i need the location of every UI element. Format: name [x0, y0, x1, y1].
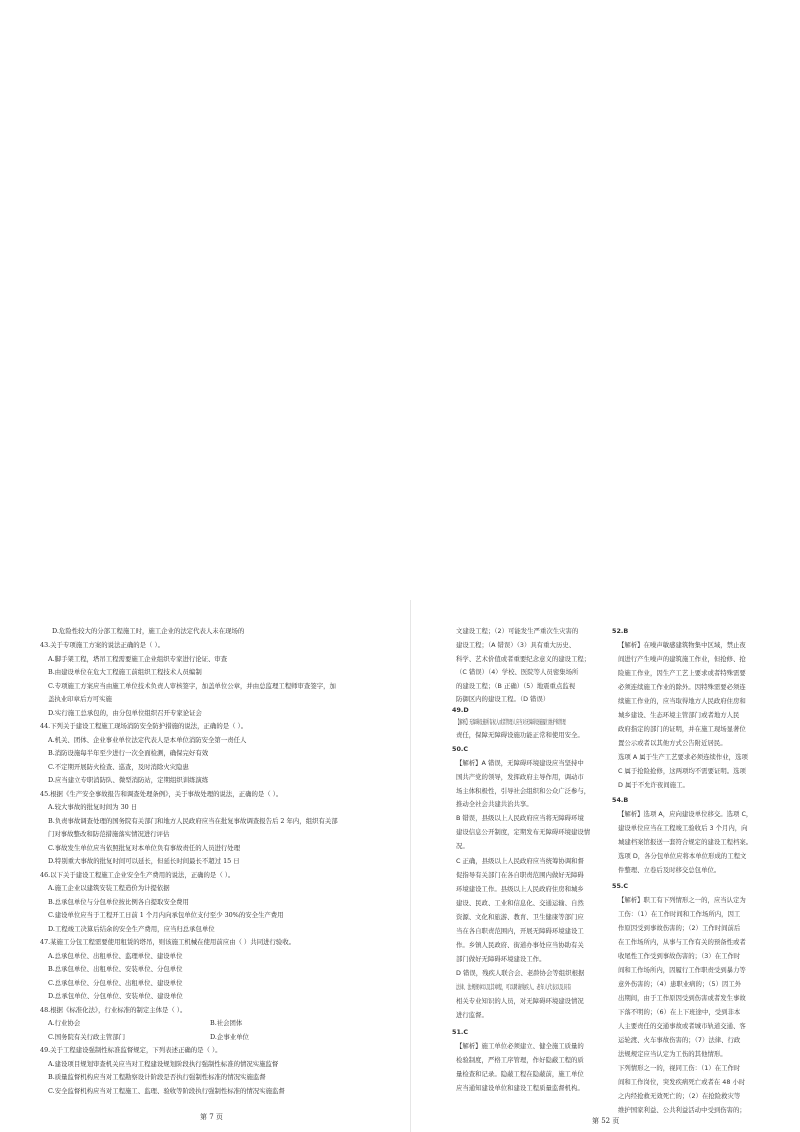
option: B.由建设单位在危大工程施工前组织工程技术人员编制	[48, 668, 202, 676]
answer-line: 建设工程；（A 错误）（3）具有重大历史、	[456, 641, 576, 649]
option: C.建设单位应当于工程开工日前 1 个月内向承包单位支付至少 30%的安全生产费用	[48, 911, 284, 919]
answer-number: 51.C	[452, 1028, 469, 1036]
answer-line: 间和工作岗位，突发疾病死亡或者在 48 小时	[618, 1078, 746, 1086]
answer-line: 相关专业知识的人员，对无障碍环境建设情况	[456, 997, 584, 1005]
question-stem: 44.下列关于建设工程施工现场消防安全防护措施的说法，正确的是（ ）。	[40, 722, 248, 730]
option: C.不定期开展防火检查、巡查，及时消除火灾隐患	[48, 763, 189, 771]
answer-line: （C 错误）（4）学校、医院等人员密集场所	[456, 668, 579, 676]
answer-line: 选项 D，各分包单位应将本单位形成的工程文	[618, 852, 747, 860]
answer-line: 人主要责任的交通事故或者城市轨道交通、客	[618, 1022, 746, 1030]
answer-line: 部门做好无障碍环境建设工作。	[456, 955, 546, 963]
answer-line: 资源、文化和旅游、教育、卫生健康等部门应	[456, 913, 584, 921]
option: D.企事业单位	[210, 1033, 249, 1041]
answer-number: 54.B	[612, 796, 629, 804]
answer-line: 选项 A 属于生产工艺要求必须连续作业，选项	[618, 753, 748, 761]
answer-line: 【解析】选项 A，应向建设单位移交。选项 C，	[618, 810, 753, 818]
answer-line: 责任，保障无障碍设施功能正常和使用安全。	[456, 731, 584, 739]
option: A.较大事故的批复时间为 30 日	[48, 803, 138, 811]
answer-line: 【解析】无障碍设施所有权人或者管理人应当对无障碍设施履行维护和管理	[456, 718, 566, 726]
option: B.总承包单位与分包单位按比例各自提取安全费用	[48, 898, 189, 906]
answer-line: 在工作场所内，从事与工作有关的预备性或者	[618, 938, 746, 946]
answer-line: 【解析】施工单位必须建立、健全施工质量的	[456, 1042, 584, 1050]
answer-line: 城乡建设、生态环境主管部门或者地方人民	[618, 711, 740, 719]
option: B.负责事故调查处理的国务院有关部门和地方人民政府应当在批复事故调查报告后 2 年内，组织有关部	[48, 817, 338, 825]
answer-number: 52.B	[612, 627, 629, 635]
option: C.总承包单位、分包单位、出租单位、建设单位	[48, 979, 183, 987]
answer-line: 促指导有关部门在各自职责范围内做好无障碍	[456, 871, 584, 879]
answer-line: 【解析】职工有下列情形之一的，应当认定为	[618, 896, 746, 904]
answer-line: 意外伤害的；（4）患职业病的；（5）因工外	[618, 980, 742, 988]
option: A.建设项目规划审查机关应当对工程建设规划阶段执行强制性标准的情况实施监督	[48, 1060, 279, 1068]
answer-line: 维护国家利益、公共利益活动中受到伤害的；	[618, 1106, 746, 1114]
answer-line: C 属于抢险抢修，这两项均不需要证明。选项	[618, 767, 746, 775]
right-page	[412, 0, 800, 1132]
answer-line: 【解析】A 错误，无障碍环境建设应当坚持中	[456, 759, 584, 767]
option: A.机关、团体、企业事业单位法定代表人是本单位消防安全第一责任人	[48, 736, 247, 744]
answer-line: D 属于不允许夜间施工。	[618, 781, 689, 789]
answer-line: 国共产党的领导，发挥政府主导作用，调动市	[456, 773, 584, 781]
option: B.社会团体	[210, 1019, 243, 1027]
question-stem: 45.根据《生产安全事故报告和调查处理条例》，关于事故处理的说法，正确的是（ ）。	[40, 790, 283, 798]
answer-line: 续施工作业的，应当取得地方人民政府住房和	[618, 697, 746, 705]
question-stem: 43.关于专项施工方案的说法正确的是（ ）。	[40, 641, 165, 649]
question-stem: 49.关于工程建设强制性标准监督规定，下列表述正确的是（ ）。	[40, 1046, 222, 1054]
answer-line: 当在各自职责范围内，开展无障碍环境建设工	[456, 927, 584, 935]
question-stem: 47.某施工分包工程需要使用租赁的塔吊，则该施工机械在使用前应由（ ）共同进行验收。	[40, 938, 296, 946]
answer-line: 作原因受到事故伤害的；（2）工作时间前后	[618, 924, 741, 932]
text-line: D.危险性较大的分部工程施工时，施工企业的法定代表人未在现场的	[52, 627, 245, 635]
answer-line: 间进行产生噪声的建筑施工作业，但抢修、抢	[618, 655, 746, 663]
answer-number: 55.C	[612, 882, 629, 890]
answer-line: 的建设工程；（B 正确）（5）地震重点监视	[456, 682, 576, 690]
option: B.消防设施每半年至少进行一次全面检测，确保完好有效	[48, 749, 209, 757]
option: A.脚手架工程，塔吊工程需要施工企业组织专家进行论证、审查	[48, 655, 228, 663]
answer-line: C 正确，县级以上人民政府应当统筹协调和督	[456, 857, 584, 865]
answer-line: 收尾性工作受到事故伤害的；（3）在工作时	[618, 952, 741, 960]
answer-line: 环境建设工作。县级以上人民政府住房和城乡	[456, 885, 584, 893]
answer-line: 险施工作业，因生产工艺上要求或者特殊需要	[618, 669, 746, 677]
answer-line: 法规规定应当认定为工伤的其他情形。	[618, 1050, 727, 1058]
option: C.事故发生单位应当依照批复对本单位负有事故责任的人员进行处理	[48, 844, 241, 852]
option: A.施工企业以建筑安装工程造价为计提依据	[48, 884, 170, 892]
answer-line: 应当通知建设单位和建设工程质量监督机构。	[456, 1084, 584, 1092]
option: D.工程竣工决算后结余的安全生产费用，应当归总承包单位	[48, 925, 215, 933]
text-line: 盖执业印章后方可实施	[48, 695, 112, 703]
answer-line: 法律、法规规章以及其章程，可以聘请残疾人、老年人代表以及具有	[456, 983, 572, 991]
answer-line: 进行监督。	[456, 1011, 488, 1019]
answer-number: 50.C	[452, 745, 469, 753]
option: C.国务院有关行政主管部门	[48, 1033, 125, 1041]
answer-line: 城建档案馆报送一套符合规定的建设工程档案。	[618, 838, 753, 846]
question-stem: 46.以下关于建设工程施工企业安全生产费用的说法，正确的是（ ）。	[40, 871, 235, 879]
page-number: 第 7 页	[200, 1113, 223, 1121]
option: C.专项施工方案应当由施工单位技术负责人审核签字，加盖单位公章，并由总监理工程师审查签字，加	[48, 682, 336, 690]
question-stem: 48.根据《标准化法》，行业标准的制定主体是（ ）。	[40, 1006, 187, 1014]
answer-line: D 错误，残疾人联合会、老龄协会等组织根据	[456, 969, 585, 977]
answer-line: 文建设工程；（2）可能发生严重次生灾害的	[456, 627, 579, 635]
option: B.总承包单位、出租单位、安装单位、分包单位	[48, 965, 183, 973]
answer-line: 下落不明的；（6）在上下班途中，受到非本	[618, 1008, 741, 1016]
answer-line: 量检查和记录。隐蔽工程在隐蔽前，施工单位	[456, 1070, 584, 1078]
answer-line: 建设、民政、工业和信息化、交通运输、自然	[456, 899, 584, 907]
answer-line: 【解析】在噪声敏感建筑物集中区域，禁止夜	[618, 641, 746, 649]
answer-line: 推动全社会共建共治共享。	[456, 800, 533, 808]
option: D.总承包单位、分包单位、安装单位、建设单位	[48, 992, 183, 1000]
option: D.实行施工总承包的，由分包单位组织召开专家论证会	[48, 709, 202, 717]
option: A.总承包单位、出租单位、监理单位、建设单位	[48, 952, 183, 960]
answer-number: 49.D	[452, 706, 469, 714]
answer-line: 科学、艺术价值或者重要纪念意义的建设工程；	[456, 655, 591, 663]
answer-line: 防御区内的建设工程。（D 错误）	[456, 695, 550, 703]
answer-line: 件整理、立卷后及时移交总包单位。	[618, 866, 721, 874]
option: B.质量监督机构应当对工程勘察设计阶段是否执行强制性标准的情况实施监督	[48, 1073, 266, 1081]
answer-line: 必须连续施工作业的除外。因特殊需要必须连	[618, 683, 746, 691]
answer-line: 检验制度，严格工序管理，作好隐蔽工程的质	[456, 1056, 584, 1064]
answer-line: 工伤：（1）在工作时间和工作场所内，因工	[618, 910, 741, 918]
option: C.安全监督机构应当对工程施工、监理、验收等阶段执行强制性标准的情况实施监督	[48, 1087, 285, 1095]
answer-line: B 错误，县级以上人民政府应当将无障碍环境	[456, 814, 584, 822]
text-line: 门对事故整改和防范措施落实情况进行评估	[48, 830, 170, 838]
answer-line: 场主体积极性，引导社会组织和公众广泛参与，	[456, 787, 591, 795]
answer-line: 出期间，由于工作原因受到伤害或者发生事故	[618, 994, 746, 1002]
page-number: 第 52 页	[592, 1117, 620, 1125]
answer-line: 建设信息公开制度，定期发布无障碍环境建设情	[456, 828, 591, 836]
answer-line: 作。乡镇人民政府、街道办事处应当协助有关	[456, 941, 584, 949]
option: D.特别重大事故的批复时间可以延长，但延长时间最长不超过 15 日	[48, 857, 240, 865]
answer-line: 况。	[456, 842, 469, 850]
answer-line: 建设单位应当在工程竣工验收后 3 个月内，向	[618, 824, 748, 832]
answer-line: 置公示或者以其他方式公告附近居民。	[618, 739, 727, 747]
answer-line: 间和工作场所内，因履行工作职责受到暴力等	[618, 966, 746, 974]
option: D.应当建立专职消防队、微型消防站，定期组织训练演练	[48, 776, 209, 784]
answer-line: 之内经抢救无效死亡的；（2）在抢险救灾等	[618, 1092, 741, 1100]
answer-line: 运轮渡、火车事故伤害的；（7）法律、行政	[618, 1036, 741, 1044]
answer-line: 政府指定的部门的证明，并在施工现场显著位	[618, 725, 746, 733]
option: A.行业协会	[48, 1019, 81, 1027]
answer-line: 下列情形之一的，视同工伤：（1）在工作时	[618, 1064, 741, 1072]
